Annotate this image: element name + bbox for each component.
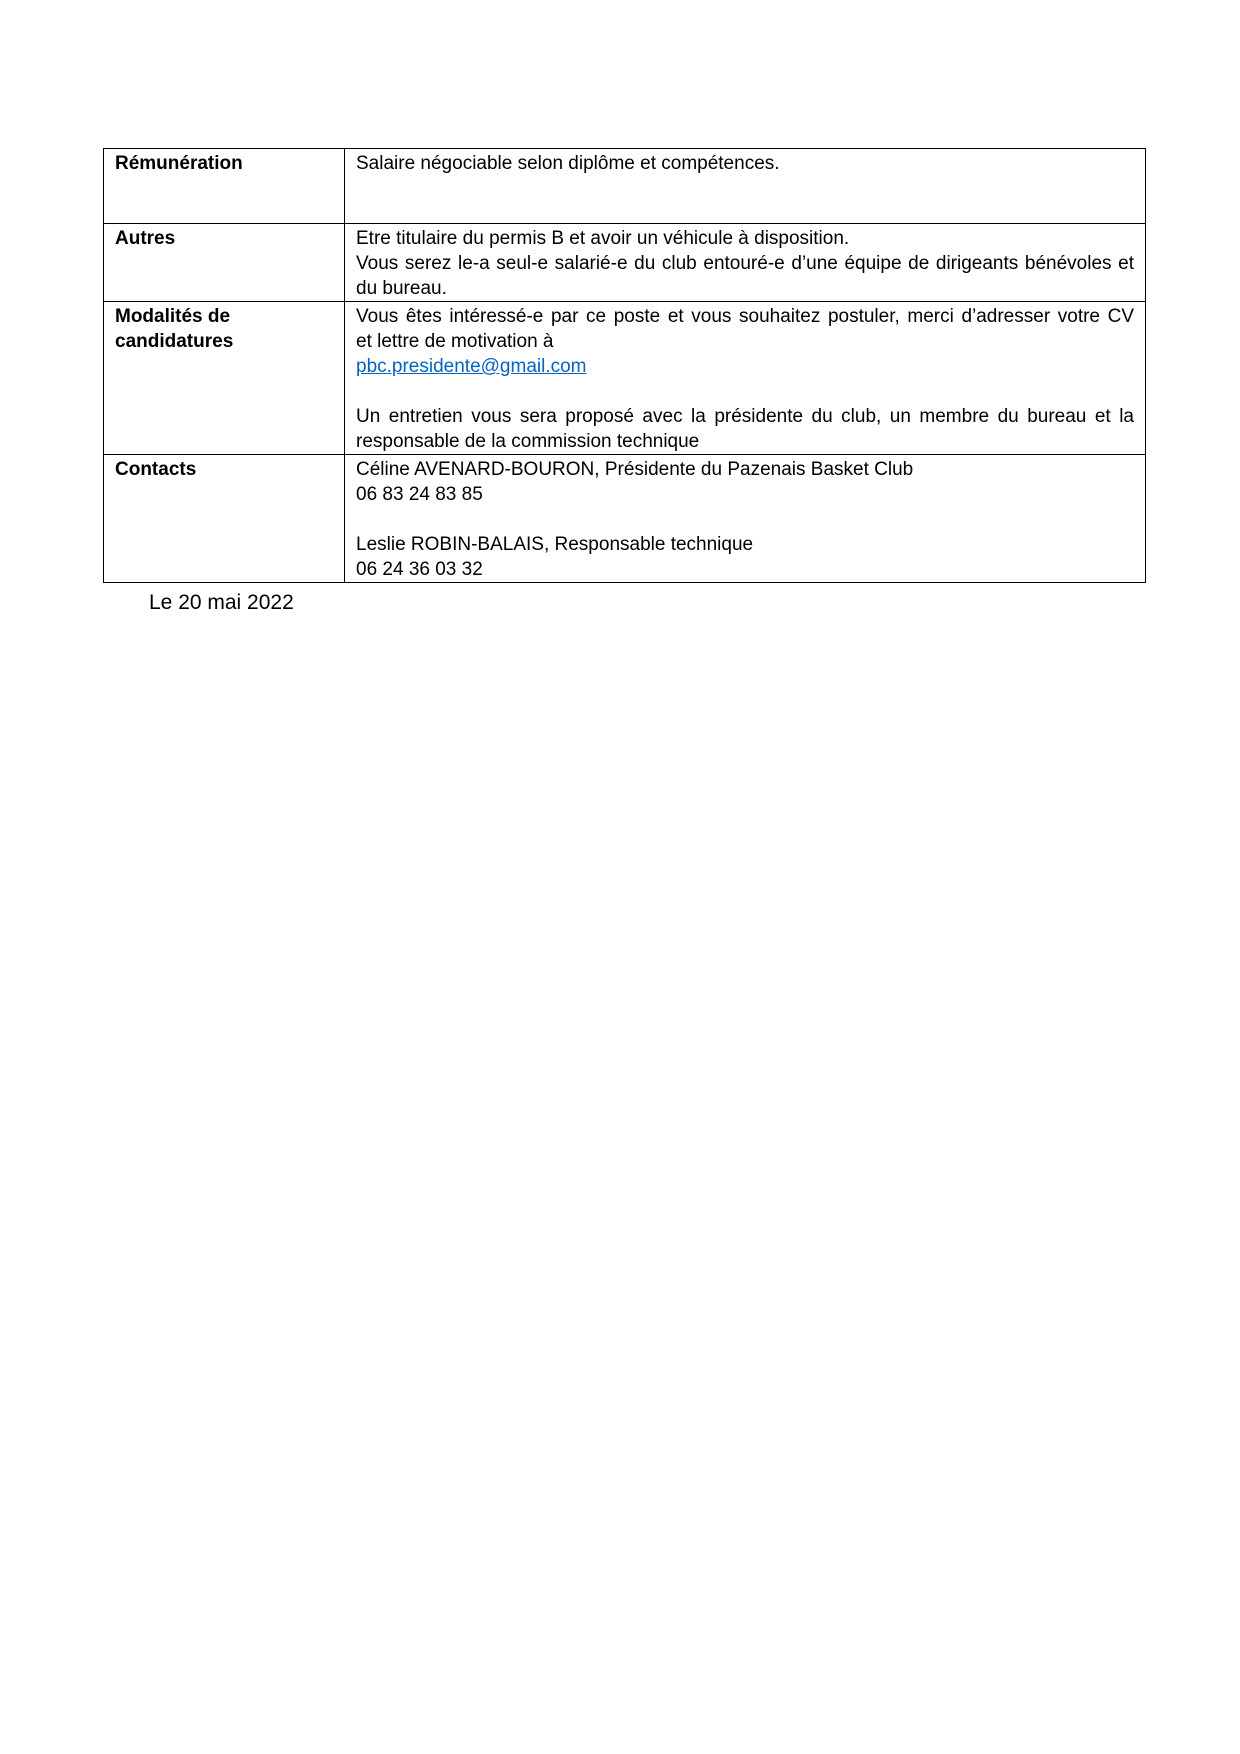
row-label-remuneration: Rémunération [104,149,345,224]
table-row-modalites [104,302,1146,455]
row-content-contacts [345,455,1146,583]
modalites-line-2: et lettre de motivation à [356,331,554,352]
spacer [356,379,1134,404]
table-row-contacts [104,455,1146,583]
email-line [356,354,1134,379]
contact-phone-1: 06 83 24 83 85 [356,484,483,505]
spacer [356,507,1134,532]
row-label-contacts: Contacts [104,455,345,583]
row-label-autres: Autres [104,224,345,302]
job-info-table [103,148,1146,583]
contact-name-2: Leslie ROBIN-BALAIS, Responsable technique [356,534,754,555]
salary-text: Salaire négociable selon diplôme et compétences. [356,153,780,174]
autres-line-1: Etre titulaire du permis B et avoir un véhicule à disposition. [356,228,850,249]
modalites-label-line-1: Modalités de [115,306,231,327]
modalites-line-3: Un entretien vous sera proposé avec la présidente du club, un membre du bureau et la [356,406,1134,427]
email-link[interactable]: pbc.presidente@gmail.com [356,356,587,377]
contact-phone-2: 06 24 36 03 32 [356,559,483,580]
autres-line-2: Vous serez le-a seul-e salarié-e du club entouré-e d’une équipe de dirigeants bénévoles et [356,253,1134,274]
row-content-modalites [345,302,1146,455]
modalites-line-1: Vous êtes intéressé-e par ce poste et vous souhaitez postuler, merci d’adresser votre CV [356,306,1134,327]
modalites-line-4: responsable de la commission technique [356,431,700,452]
table-row-autres [104,224,1146,302]
document-date: Le 20 mai 2022 [149,591,294,614]
row-content-remuneration [345,149,1146,224]
contact-name-1: Céline AVENARD-BOURON, Présidente du Pazenais Basket Club [356,459,914,480]
row-content-autres [345,224,1146,302]
table-row-remuneration [104,149,1146,224]
modalites-label-line-2: candidatures [115,331,234,352]
autres-line-3: du bureau. [356,278,447,299]
row-label-modalites [104,302,345,455]
